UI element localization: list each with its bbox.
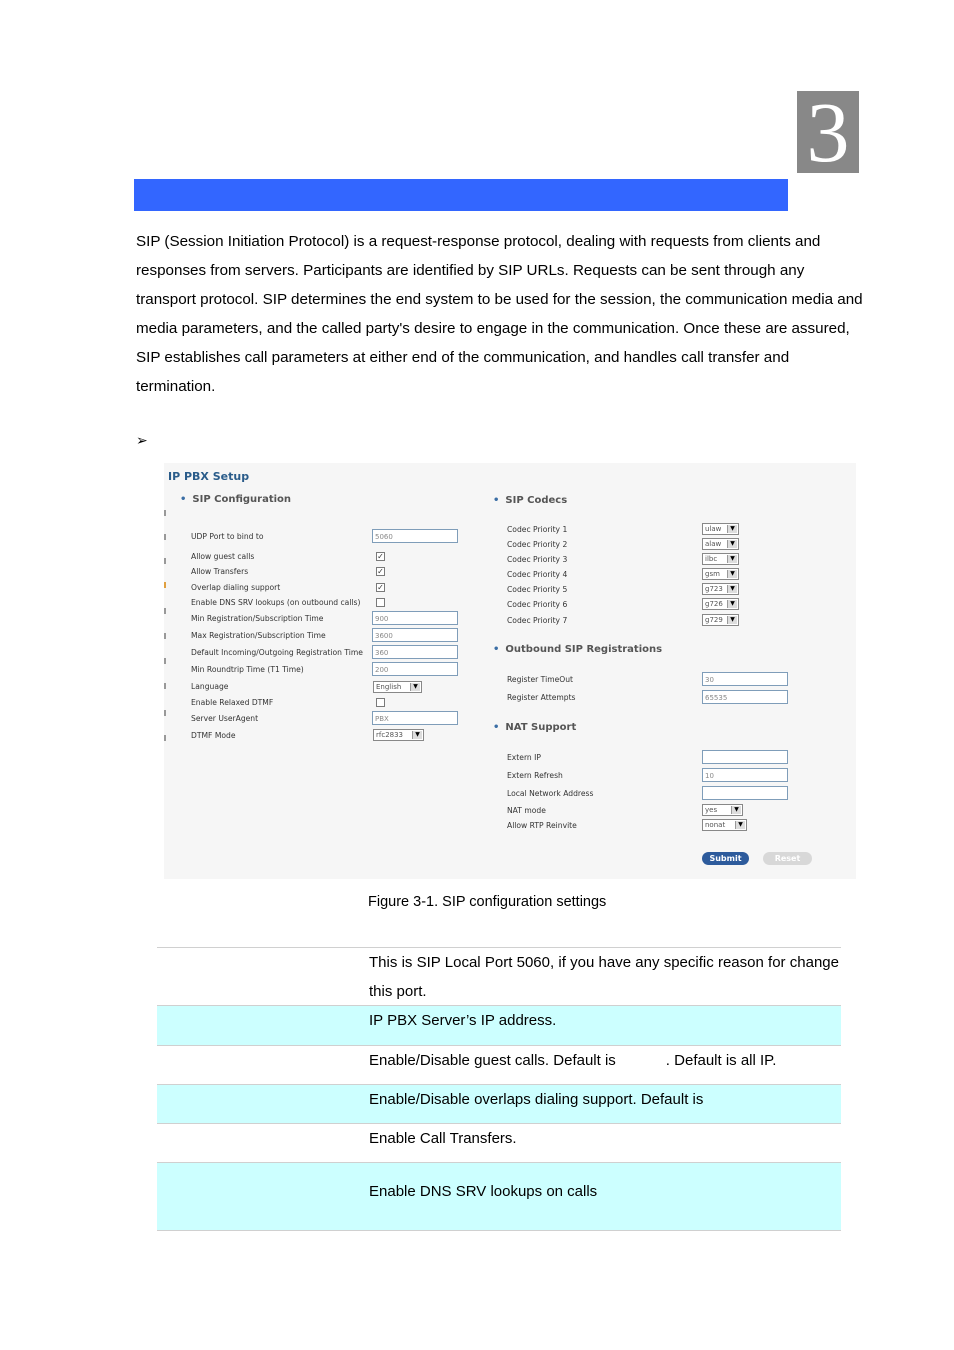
table-row bbox=[157, 1046, 841, 1085]
table-row bbox=[157, 1085, 841, 1124]
figure-caption: Figure 3-1. SIP configuration settings bbox=[368, 894, 607, 910]
dns-srv-checkbox[interactable] bbox=[376, 598, 385, 607]
codec-priority-5-select[interactable]: g723 ▼ bbox=[702, 583, 739, 595]
local-network-input[interactable] bbox=[702, 786, 788, 800]
codec-label: Codec Priority 5 bbox=[507, 585, 568, 594]
chevron-down-icon: ▼ bbox=[727, 616, 737, 624]
field-label: Local Network Address bbox=[507, 789, 594, 798]
chevron-down-icon: ▼ bbox=[727, 600, 737, 608]
field-label: Enable DNS SRV lookups (on outbound calls) bbox=[191, 598, 361, 607]
rtp-reinvite-select[interactable]: nonat ▼ bbox=[702, 819, 747, 831]
codec-priority-2-select[interactable]: alaw ▼ bbox=[702, 538, 739, 550]
server-useragent-input[interactable]: PBX bbox=[372, 711, 458, 725]
codec-priority-3-select[interactable]: ilbc ▼ bbox=[702, 553, 739, 565]
field-label: Enable Relaxed DTMF bbox=[191, 698, 274, 707]
min-registration-input[interactable]: 900 bbox=[372, 611, 458, 625]
codec-priority-1-select[interactable]: ulaw ▼ bbox=[702, 523, 739, 535]
table-row bbox=[157, 1163, 841, 1231]
register-attempts-input[interactable]: 65535 bbox=[702, 690, 788, 704]
row-description: Enable DNS SRV lookups on calls bbox=[369, 1183, 598, 1200]
field-label: Register Attempts bbox=[507, 693, 576, 702]
chevron-down-icon: ▼ bbox=[731, 806, 741, 814]
settings-table bbox=[157, 947, 841, 1231]
field-label: DTMF Mode bbox=[191, 731, 236, 740]
allow-guest-calls-checkbox[interactable]: ✓ bbox=[377, 552, 384, 561]
codec-priority-4-select[interactable]: gsm ▼ bbox=[702, 568, 739, 580]
chevron-down-icon: ▼ bbox=[727, 525, 737, 533]
row-description: Enable/Disable guest calls. Default is . Default is all IP. bbox=[369, 1052, 777, 1069]
nat-mode-select[interactable]: yes ▼ bbox=[702, 804, 743, 816]
codec-priority-7-select[interactable]: g729 ▼ bbox=[702, 614, 739, 626]
chapter-title-bar bbox=[134, 179, 788, 211]
chevron-down-icon: ▼ bbox=[727, 585, 737, 593]
codec-priority-6-select[interactable]: g726 ▼ bbox=[702, 598, 739, 610]
relaxed-dtmf-checkbox[interactable] bbox=[376, 698, 385, 707]
row-description: IP PBX Server’s IP address. bbox=[369, 1012, 557, 1029]
outbound-registrations-heading: • Outbound SIP Registrations bbox=[493, 644, 663, 655]
chapter-number: 3 bbox=[797, 91, 859, 173]
field-label: Overlap dialing support bbox=[191, 583, 281, 592]
field-label: Allow RTP Reinvite bbox=[507, 821, 577, 830]
min-roundtrip-input[interactable]: 200 bbox=[372, 662, 458, 676]
language-select[interactable]: English ▼ bbox=[373, 681, 422, 693]
nat-support-heading: • NAT Support bbox=[493, 722, 577, 733]
setup-title: IP PBX Setup bbox=[168, 470, 250, 483]
chevron-down-icon: ▼ bbox=[735, 821, 745, 829]
chevron-down-icon: ▼ bbox=[727, 540, 737, 548]
extern-ip-input[interactable] bbox=[702, 750, 788, 764]
codec-label: Codec Priority 1 bbox=[507, 525, 568, 534]
nav-edge-mark bbox=[164, 582, 166, 588]
nav-edge-mark bbox=[164, 510, 166, 516]
chevron-down-icon: ▼ bbox=[412, 731, 422, 739]
field-label: Min Registration/Subscription Time bbox=[191, 614, 324, 623]
table-row bbox=[157, 948, 841, 1006]
chevron-down-icon: ▼ bbox=[410, 683, 420, 691]
sip-codecs-heading: • SIP Codecs bbox=[493, 495, 568, 506]
codec-label: Codec Priority 7 bbox=[507, 616, 568, 625]
field-label: Register TimeOut bbox=[507, 675, 574, 684]
sip-config-screenshot bbox=[164, 463, 856, 879]
field-label: Allow guest calls bbox=[191, 552, 255, 561]
dtmf-mode-select[interactable]: rfc2833 ▼ bbox=[373, 729, 424, 741]
udp-port-input[interactable]: 5060 bbox=[372, 529, 458, 543]
nav-edge-mark bbox=[164, 608, 166, 614]
codec-label: Codec Priority 2 bbox=[507, 540, 568, 549]
field-label: Server UserAgent bbox=[191, 714, 259, 723]
nav-edge-mark bbox=[164, 735, 166, 741]
max-registration-input[interactable]: 3600 bbox=[372, 628, 458, 642]
chevron-down-icon: ▼ bbox=[727, 570, 737, 578]
nav-edge-mark bbox=[164, 658, 166, 664]
row-description: Enable Call Transfers. bbox=[369, 1130, 517, 1147]
sip-configuration-heading: • SIP Configuration bbox=[180, 494, 292, 505]
codec-label: Codec Priority 4 bbox=[507, 570, 568, 579]
field-label: Max Registration/Subscription Time bbox=[191, 631, 326, 640]
default-registration-input[interactable]: 360 bbox=[372, 645, 458, 659]
submit-button[interactable]: Submit bbox=[702, 852, 749, 865]
overlap-dialing-checkbox[interactable]: ✓ bbox=[377, 583, 384, 592]
field-label: Allow Transfers bbox=[191, 567, 249, 576]
extern-refresh-input[interactable]: 10 bbox=[702, 768, 788, 782]
reset-button[interactable]: Reset bbox=[763, 852, 812, 865]
codec-label: Codec Priority 6 bbox=[507, 600, 568, 609]
table-row bbox=[157, 1006, 841, 1046]
nav-edge-mark bbox=[164, 534, 166, 540]
field-label: NAT mode bbox=[507, 806, 546, 815]
row-description: This is SIP Local Port 5060, if you have any specific reason for change this port. bbox=[369, 954, 839, 1000]
field-label: UDP Port to bind to bbox=[191, 532, 264, 541]
field-label: Extern IP bbox=[507, 753, 541, 762]
arrow-bullet-icon: ➢ bbox=[136, 432, 148, 448]
codec-label: Codec Priority 3 bbox=[507, 555, 568, 564]
field-label: Extern Refresh bbox=[507, 771, 563, 780]
row-description: Enable/Disable overlaps dialing support. Default is bbox=[369, 1091, 704, 1108]
field-label: Min Roundtrip Time (T1 Time) bbox=[191, 665, 304, 674]
field-label: Default Incoming/Outgoing Registration Time bbox=[191, 648, 363, 657]
nav-edge-mark bbox=[164, 710, 166, 716]
nav-edge-mark bbox=[164, 683, 166, 689]
chevron-down-icon: ▼ bbox=[727, 555, 737, 563]
field-label: Language bbox=[191, 682, 229, 691]
intro-paragraph: SIP (Session Initiation Protocol) is a request-response protocol, dealing with requests from clients and responses from servers. Participants are identified by SIP URLs. Requests can be sent through any transport protocol. SIP determines the end system to be used for the session, the communication media and media parameters, and the called party's desire to engage in the communication. Once these are assured, SIP establishes call parameters at either end of the communication, and handles call transfer and termination. bbox=[136, 233, 863, 395]
nav-edge-mark bbox=[164, 633, 166, 639]
allow-transfers-checkbox[interactable]: ✓ bbox=[377, 567, 384, 576]
table-row bbox=[157, 1124, 841, 1163]
register-timeout-input[interactable]: 30 bbox=[702, 672, 788, 686]
nav-edge-mark bbox=[164, 558, 166, 564]
